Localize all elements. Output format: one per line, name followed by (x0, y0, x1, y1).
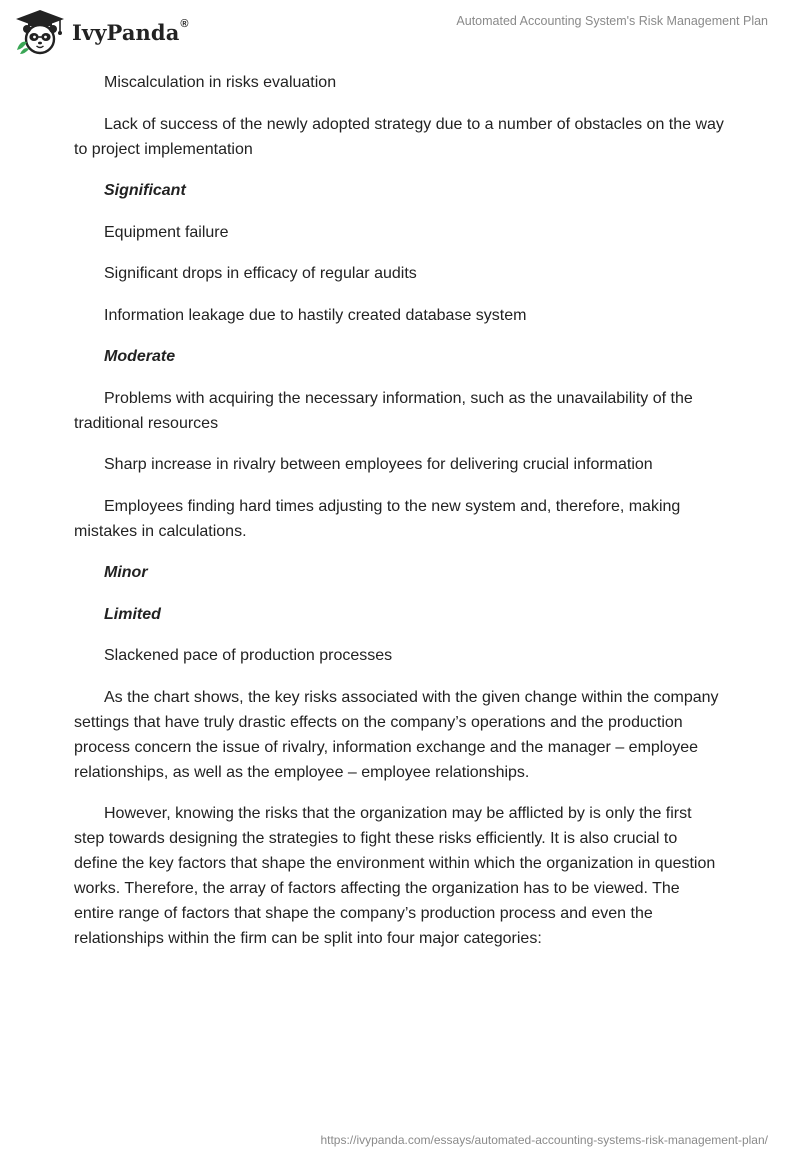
list-item: Employees finding hard times adjusting to the new system and, therefore, making mistakes in calculations. (74, 497, 681, 540)
section-heading-significant: Significant (104, 182, 186, 199)
page-header (0, 0, 800, 60)
body-paragraph: However, knowing the risks that the organization may be afflicted by is only the first step towards designing the strategies to fight these risks efficiently. It is also crucial to define the key factors that shape the environment within which the organization in question works. Therefore, the array of factors affecting the organization has to be viewed. The entire range of factors that shape the company’s production process and even the relationships within the firm can be split into four major categories: (74, 805, 716, 947)
section-heading-moderate: Moderate (104, 348, 176, 365)
list-item: Miscalculation in risks evaluation (104, 74, 337, 91)
list-item: Equipment failure (104, 223, 229, 241)
brand-name: IvyPanda® (72, 17, 189, 45)
list-item: Slackened pace of production processes (104, 647, 393, 664)
body-paragraph: As the chart shows, the key risks associated with the given change within the company settings that have truly drastic effects on the company’s operations and the production process concern the issue of rivalry, information exchange and the manager – employee relationships, as well as the employee – employee relationships. (74, 688, 719, 781)
section-heading-minor: Minor (104, 564, 148, 581)
document-title: Automated Accounting System's Risk Management Plan (456, 14, 768, 28)
brand-logo[interactable] (14, 8, 189, 56)
list-item: Lack of success of the newly adopted strategy due to a number of obstacles on the way to project implementation (74, 115, 724, 158)
list-item: Information leakage due to hastily created database system (104, 306, 527, 324)
list-item: Problems with acquiring the necessary information, such as the unavailability of the traditional resources (74, 389, 693, 432)
list-item: Sharp increase in rivalry between employees for delivering crucial information (104, 456, 653, 473)
source-url[interactable]: https://ivypanda.com/essays/automated-accounting-systems-risk-management-plan/ (320, 1133, 768, 1147)
section-heading-limited: Limited (104, 605, 161, 623)
panda-mascot-icon (14, 8, 66, 56)
document-body (74, 70, 724, 968)
list-item: Significant drops in efficacy of regular audits (104, 265, 417, 282)
